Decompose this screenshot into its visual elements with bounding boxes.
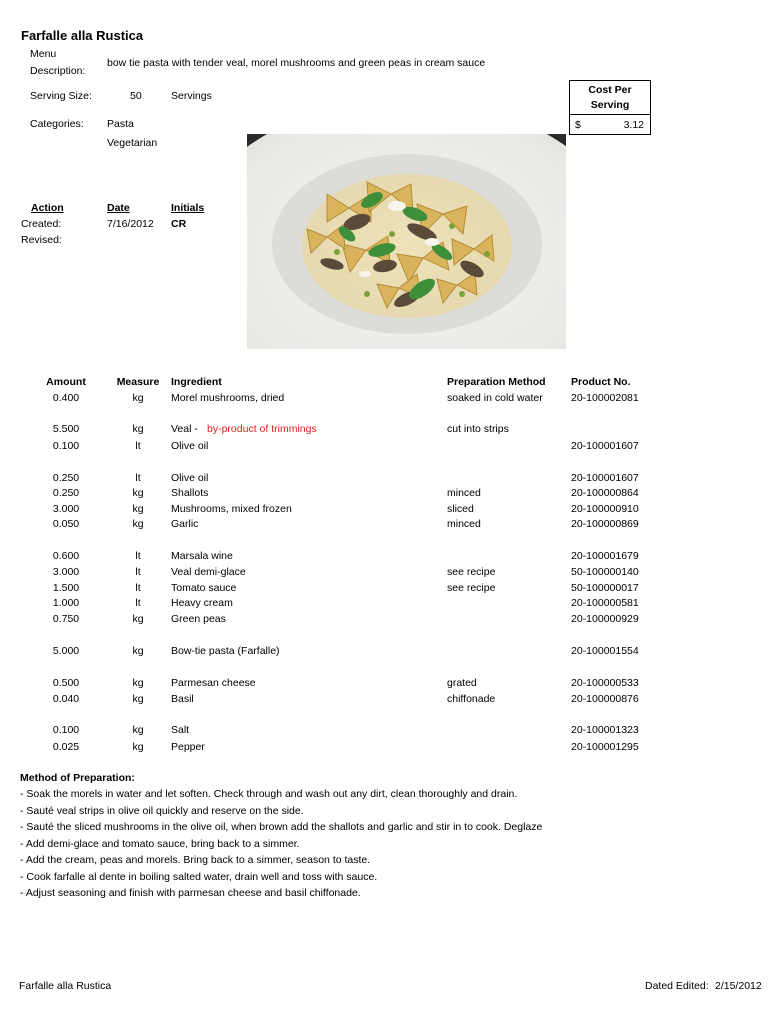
measure: lt: [135, 566, 141, 578]
measure: kg: [132, 423, 144, 435]
menu-description-label-line1: Menu: [30, 48, 57, 60]
amount: 0.400: [52, 392, 80, 404]
amount: 0.500: [52, 677, 80, 689]
ingredient: Basil: [171, 693, 194, 705]
product-no: 20-100001295: [571, 741, 639, 753]
preparation-method: see recipe: [447, 582, 496, 594]
amount: 0.600: [52, 550, 80, 562]
product-no: 20-100001323: [571, 724, 639, 736]
table-row: [0, 582, 768, 596]
history-created-initials: CR: [171, 218, 187, 230]
ingredient: Bow-tie pasta (Farfalle): [171, 645, 280, 657]
history-header-action: Action: [31, 202, 64, 214]
table-row: [0, 423, 768, 437]
history-header-initials: Initials: [171, 202, 205, 214]
categories-label: Categories:: [30, 118, 84, 130]
ingredient: Parmesan cheese: [171, 677, 256, 689]
amount: 0.040: [52, 693, 80, 705]
ingredient: Pepper: [171, 741, 205, 753]
cost-per-serving-box: [569, 80, 651, 135]
product-no: 50-100000140: [571, 566, 639, 578]
amount: 0.100: [52, 440, 80, 452]
footer-dated-edited-label: Dated Edited:: [645, 980, 709, 992]
ingredient: Salt: [171, 724, 190, 736]
amount: 0.250: [52, 487, 80, 499]
table-row: [0, 503, 768, 517]
preparation-method: sliced: [447, 503, 474, 515]
table-row: [0, 741, 768, 755]
table-row: [0, 597, 768, 611]
recipe-title: Farfalle alla Rustica: [21, 28, 144, 43]
product-no: 20-100001607: [571, 440, 639, 452]
product-no: 20-100000929: [571, 613, 639, 625]
header-ingredient: Ingredient: [171, 376, 222, 388]
cost-per-serving-label: Cost Per Serving: [570, 81, 650, 115]
ingredient: Olive oil: [171, 440, 209, 452]
measure: kg: [132, 677, 144, 689]
product-no: 20-100000864: [571, 487, 639, 499]
ingredient: Tomato sauce: [171, 582, 237, 594]
table-row: [0, 613, 768, 627]
table-row: [0, 566, 768, 580]
serving-size-label: Serving Size:: [30, 90, 92, 102]
amount: 0.050: [52, 518, 80, 530]
product-no: 20-100001554: [571, 645, 639, 657]
product-no: 20-100002081: [571, 392, 639, 404]
measure: kg: [132, 392, 144, 404]
product-no: 20-100000533: [571, 677, 639, 689]
method-step: - Cook farfalle al dente in boiling salted water, drain well and toss with sauce.: [20, 871, 378, 883]
product-no: 20-100000581: [571, 597, 639, 609]
table-row: [0, 472, 768, 486]
measure: kg: [132, 503, 144, 515]
ingredient: Garlic: [171, 518, 199, 530]
history-header-date: Date: [107, 202, 130, 214]
category-vegetarian: Vegetarian: [107, 137, 158, 149]
preparation-method: soaked in cold water: [447, 392, 543, 404]
amount: 5.500: [52, 423, 80, 435]
amount: 0.025: [52, 741, 80, 753]
category-pasta: Pasta: [107, 118, 134, 130]
ingredient: Veal -: [171, 423, 198, 435]
amount: 0.750: [52, 613, 80, 625]
amount: 5.000: [52, 645, 80, 657]
table-row: [0, 693, 768, 707]
preparation-method: minced: [447, 518, 481, 530]
measure: lt: [135, 582, 141, 594]
preparation-method: minced: [447, 487, 481, 499]
preparation-method: chiffonade: [447, 693, 496, 705]
ingredient: Heavy cream: [171, 597, 233, 609]
method-title: Method of Preparation:: [20, 772, 135, 784]
history-created-label: Created:: [21, 218, 62, 230]
measure: kg: [132, 741, 144, 753]
ingredient: Veal demi-glace: [171, 566, 246, 578]
footer-recipe-name: Farfalle alla Rustica: [19, 980, 112, 992]
header-preparation-method: Preparation Method: [447, 376, 546, 388]
ingredient: Marsala wine: [171, 550, 233, 562]
measure: kg: [132, 487, 144, 499]
table-row: [0, 392, 768, 406]
table-row: [0, 518, 768, 532]
measure: lt: [135, 550, 141, 562]
amount: 1.500: [52, 582, 80, 594]
method-step: - Add the cream, peas and morels. Bring back to a simmer, season to taste.: [20, 854, 371, 866]
table-row: [0, 550, 768, 564]
footer-dated-edited-value: 2/15/2012: [715, 980, 762, 992]
ingredient: Morel mushrooms, dried: [171, 392, 285, 404]
serving-size-value: 50: [130, 90, 142, 102]
measure: kg: [132, 518, 144, 530]
amount: 0.100: [52, 724, 80, 736]
method-step: - Soak the morels in water and let soften. Check through and wash out any dirt, clean thoroughly and drain.: [20, 788, 518, 800]
serving-size-unit: Servings: [171, 90, 212, 102]
amount: 3.000: [52, 503, 80, 515]
method-step: - Adjust seasoning and finish with parmesan cheese and basil chiffonade.: [20, 887, 361, 899]
product-no: 20-100001679: [571, 550, 639, 562]
ingredient: Shallots: [171, 487, 209, 499]
ingredient: Olive oil: [171, 472, 209, 484]
cost-per-serving-value: 3.12: [623, 119, 644, 131]
table-row: [0, 487, 768, 501]
preparation-method: see recipe: [447, 566, 496, 578]
product-no: 20-100000910: [571, 503, 639, 515]
measure: kg: [132, 613, 144, 625]
product-no: 50-100000017: [571, 582, 639, 594]
dish-photo: [247, 134, 566, 349]
table-row: [0, 677, 768, 691]
ingredient-table-header: [0, 376, 768, 390]
header-measure: Measure: [116, 376, 160, 388]
method-step: - Add demi-glace and tomato sauce, bring back to a simmer.: [20, 838, 300, 850]
table-row: [0, 645, 768, 659]
measure: lt: [135, 440, 141, 452]
measure: kg: [132, 724, 144, 736]
product-no: 20-100001607: [571, 472, 639, 484]
measure: kg: [132, 693, 144, 705]
amount: 3.000: [52, 566, 80, 578]
preparation-method: grated: [447, 677, 477, 689]
history-revised-label: Revised:: [21, 234, 62, 246]
menu-description-value: bow tie pasta with tender veal, morel mushrooms and green peas in cream sauce: [107, 57, 486, 69]
product-no: 20-100000869: [571, 518, 639, 530]
measure: lt: [135, 472, 141, 484]
table-row: [0, 724, 768, 738]
cost-currency: $: [575, 119, 581, 131]
measure: lt: [135, 597, 141, 609]
menu-description-label-line2: Description:: [30, 65, 86, 77]
ingredient: Green peas: [171, 613, 226, 625]
method-step: - Sauté the sliced mushrooms in the olive oil, when brown add the shallots and garlic and stir in to cook. Deglaze: [20, 821, 543, 833]
measure: kg: [132, 645, 144, 657]
table-row: [0, 440, 768, 454]
history-created-date: 7/16/2012: [107, 218, 154, 230]
amount: 1.000: [52, 597, 80, 609]
ingredient-note: by-product of trimmings: [207, 423, 317, 435]
method-step: - Sauté veal strips in olive oil quickly and reserve on the side.: [20, 805, 304, 817]
ingredient: Mushrooms, mixed frozen: [171, 503, 292, 515]
header-amount: Amount: [46, 376, 86, 388]
preparation-method: cut into strips: [447, 423, 509, 435]
product-no: 20-100000876: [571, 693, 639, 705]
amount: 0.250: [52, 472, 80, 484]
header-product-no: Product No.: [571, 376, 631, 388]
